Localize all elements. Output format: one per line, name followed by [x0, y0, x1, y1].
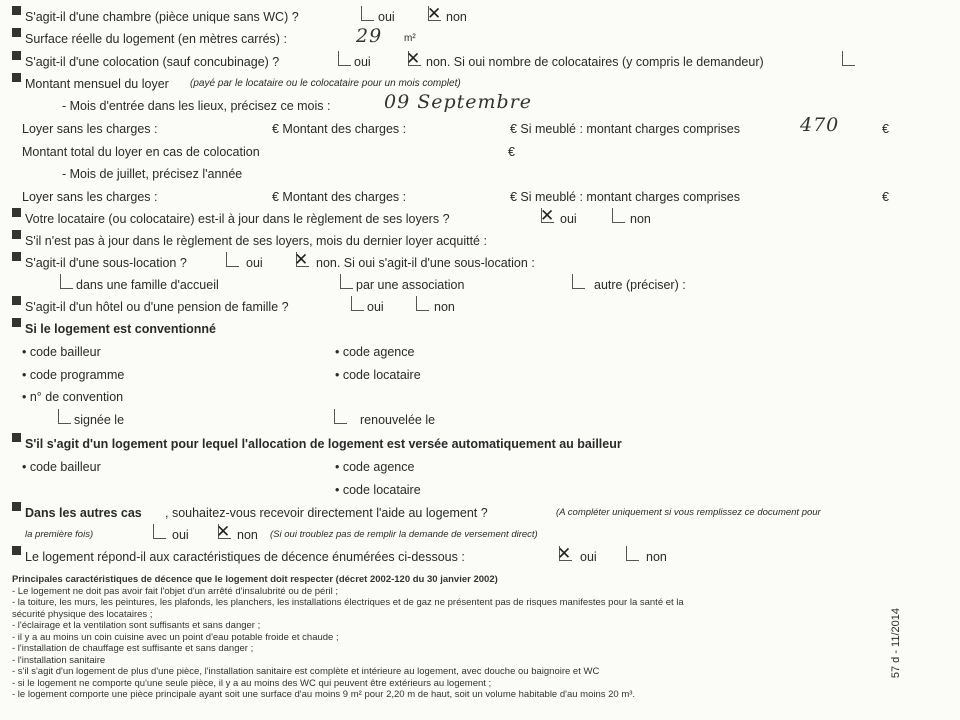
decence-line: - l'installation sanitaire [12, 654, 106, 666]
renouvelee-checkbox[interactable] [334, 409, 347, 424]
association-checkbox[interactable] [340, 274, 353, 289]
autre-label: autre (préciser) : [594, 278, 686, 292]
signee-label: signée le [74, 413, 125, 427]
dernier-loyer-label: S'il n'est pas à jour dans le règlement de ses loyers, mois du dernier loyer acquitté : [25, 234, 487, 248]
famille-accueil-checkbox[interactable] [60, 274, 73, 289]
euro-sign: € [882, 122, 889, 136]
decence-footer [12, 574, 684, 701]
decence-line: - l'éclairage et la ventilation sont suffisants et sans danger ; [12, 620, 261, 631]
decence-line: - la toiture, les murs, les peintures, les plafonds, les planchers, les installations électriques et de gaz ne présentent pas de risques manifestes pour la santé et la [12, 597, 684, 608]
row-dernier-loyer [0, 230, 960, 252]
row-convention-dates [0, 409, 960, 431]
chambre-label: S'agit-il d'une chambre (pièce unique sans WC) ? [25, 10, 299, 24]
code-locataire-label: • code locataire [335, 483, 421, 497]
a-jour-non-checkbox[interactable] [612, 208, 625, 223]
montant-charges-label: € Montant des charges : [272, 122, 407, 136]
row-sous-location-options [0, 274, 960, 296]
colocation-oui-label: oui [354, 55, 371, 69]
loyer-sans-charges-label: Loyer sans les charges : [22, 190, 158, 204]
check-mark: ✕ [216, 522, 231, 542]
surface-label: Surface réelle du logement (en mètres carrés) : [25, 32, 287, 46]
hotel-label: S'agit-il d'un hôtel ou d'une pension de famille ? [25, 300, 289, 314]
code-programme-label: • code programme [22, 368, 125, 382]
total-colocation-label: Montant total du loyer en cas de colocation [22, 145, 260, 159]
check-mark: ✕ [557, 544, 572, 564]
montant-charges-label: € Montant des charges : [272, 190, 407, 204]
a-jour-non-label: non [630, 212, 651, 226]
check-mark: ✕ [427, 4, 442, 24]
row-colocation [0, 51, 960, 73]
row-a-jour [0, 208, 960, 230]
bullet-square [12, 433, 21, 442]
row-total-colocation [0, 141, 960, 163]
chambre-oui-checkbox[interactable] [361, 6, 374, 21]
bullet-square [12, 73, 21, 82]
euro-sign: € [882, 190, 889, 204]
decence-line: - s'il s'agit d'un logement de plus d'une pièce, l'installation sanitaire est complète et intérieure au logement, avec douche ou baignoire et WC [12, 666, 600, 677]
hotel-oui-checkbox[interactable] [351, 296, 364, 311]
loyer-label: Montant mensuel du loyer [25, 77, 169, 91]
form-code: 57 d - 11/2014 [890, 608, 902, 679]
bullet-square [12, 318, 21, 327]
aide-directe-oui-label: oui [172, 528, 189, 542]
loyer-note: (payé par le locataire ou le colocataire pour un mois complet) [190, 78, 461, 89]
aide-directe-non-label: non [237, 528, 258, 542]
bullet-square [12, 51, 21, 60]
decence-footer-title: Principales caractéristiques de décence que le logement doit respecter (décret 2002-120 du 30 janvier 2002) [12, 574, 498, 585]
a-jour-label: Votre locataire (ou colocataire) est-il à jour dans le règlement de ses loyers ? [25, 212, 450, 226]
signee-checkbox[interactable] [58, 409, 71, 424]
row-decence [0, 546, 960, 568]
bullet-square [12, 6, 21, 15]
check-mark: ✕ [294, 250, 309, 270]
decence-line: sécurité physique des locataires ; [12, 608, 153, 620]
bullet-square [12, 252, 21, 261]
bullet-square [12, 502, 21, 511]
famille-accueil-label: dans une famille d'accueil [76, 278, 219, 292]
surface-value: 29 [356, 25, 383, 47]
sous-location-oui-checkbox[interactable] [226, 252, 239, 267]
top-edge [0, 0, 960, 4]
code-agence-label: • code agence [335, 345, 415, 359]
check-mark: ✕ [540, 206, 555, 226]
hotel-non-checkbox[interactable] [416, 296, 429, 311]
hotel-non-label: non [434, 300, 455, 314]
section-conventionne-title: Si le logement est conventionné [25, 322, 217, 336]
colocation-non-label: non. Si oui nombre de colocataires (y compris le demandeur) [426, 55, 764, 69]
row-codes-3 [0, 456, 960, 478]
decence-line: - le logement comporte une pièce principale ayant soit une surface d'au moins 9 m² pour 2,20 m de haut, soit un volume habitable d'au moins 20 m³. [12, 689, 636, 700]
decence-line: - si le logement ne comporte qu'une seule pièce, il y a au moins des WC qui peuvent être extérieurs au logement ; [12, 677, 492, 689]
hotel-oui-label: oui [367, 300, 384, 314]
bullet-square [12, 208, 21, 217]
decence-line: - Le logement ne doit pas avoir fait l'objet d'un arrêté d'insalubrité ou de péril ; [12, 585, 338, 597]
row-aide-directe-choice [0, 524, 960, 546]
bullet-square [12, 546, 21, 555]
autres-cas-label: Dans les autres cas [25, 506, 142, 520]
row-hotel [0, 296, 960, 318]
section-allocation-title: S'il s'agit d'un logement pour lequel l'allocation de logement est versée automatiquement au bailleur [25, 437, 622, 451]
row-surface [0, 25, 960, 50]
meuble-label: € Si meublé : montant charges comprises [510, 122, 740, 136]
row-sous-location [0, 252, 960, 274]
decence-line: - l'installation de chauffage est suffisante et sans danger ; [12, 643, 254, 654]
code-agence-label: • code agence [335, 460, 415, 474]
loyer-sans-charges-label: Loyer sans les charges : [22, 122, 158, 136]
code-bailleur-label: • code bailleur [22, 345, 101, 359]
row-loyer-charges-1 [0, 114, 960, 140]
renouvelee-label: renouvelée le [360, 413, 436, 427]
surface-unit: m² [404, 33, 416, 44]
section-allocation-auto [0, 433, 960, 455]
row-loyer-charges-2 [0, 186, 960, 208]
row-mois-juillet [0, 163, 960, 185]
aide-directe-note-2: (Si oui troublez pas de remplir la demande de versement direct) [270, 529, 538, 540]
row-chambre [0, 6, 960, 28]
colocation-oui-checkbox[interactable] [338, 51, 351, 66]
row-aide-directe [0, 502, 960, 524]
section-conventionne [0, 318, 960, 340]
row-convention [0, 386, 960, 408]
meuble-value: 470 [800, 114, 840, 136]
row-codes-1 [0, 341, 960, 363]
decence-non-checkbox[interactable] [626, 546, 639, 561]
autre-checkbox[interactable] [572, 274, 585, 289]
mois-entree-value: 09 Septembre [384, 91, 533, 113]
meuble-label: € Si meublé : montant charges comprises [510, 190, 740, 204]
decence-label: Le logement répond-il aux caractéristiques de décence énumérées ci-dessous : [25, 550, 465, 564]
sous-location-non-label: non. Si oui s'agit-il d'une sous-location : [316, 256, 535, 270]
bullet-square [12, 230, 21, 239]
sous-location-oui-label: oui [246, 256, 263, 270]
row-codes-2 [0, 364, 960, 386]
mois-juillet-label: - Mois de juillet, précisez l'année [62, 167, 243, 181]
decence-oui-label: oui [580, 550, 597, 564]
decence-line: - il y a au moins un coin cuisine avec un point d'eau potable froide et chaude ; [12, 631, 339, 643]
chambre-non-label: non [446, 10, 467, 24]
colocation-label: S'agit-il d'une colocation (sauf concubinage) ? [25, 55, 280, 69]
colocataires-count-cell[interactable] [842, 51, 855, 66]
bullet-square [12, 28, 21, 37]
association-label: par une association [356, 278, 465, 292]
aide-directe-oui-checkbox[interactable] [153, 524, 166, 539]
row-codes-4 [0, 479, 960, 501]
mois-entree-label: - Mois d'entrée dans les lieux, précisez ce mois : [62, 99, 331, 113]
code-bailleur-label: • code bailleur [22, 460, 101, 474]
convention-label: • n° de convention [22, 390, 124, 404]
code-locataire-label: • code locataire [335, 368, 421, 382]
premiere-fois-note: la première fois) [25, 529, 94, 540]
decence-non-label: non [646, 550, 667, 564]
check-mark: ✕ [406, 49, 421, 69]
chambre-oui-label: oui [378, 10, 395, 24]
aide-directe-note: (A compléter uniquement si vous remplissez ce document pour [556, 507, 821, 518]
aide-directe-label: , souhaitez-vous recevoir directement l'aide au logement ? [165, 506, 488, 520]
sous-location-label: S'agit-il d'une sous-location ? [25, 256, 187, 270]
euro-sign: € [508, 145, 515, 159]
a-jour-oui-label: oui [560, 212, 577, 226]
bullet-square [12, 296, 21, 305]
